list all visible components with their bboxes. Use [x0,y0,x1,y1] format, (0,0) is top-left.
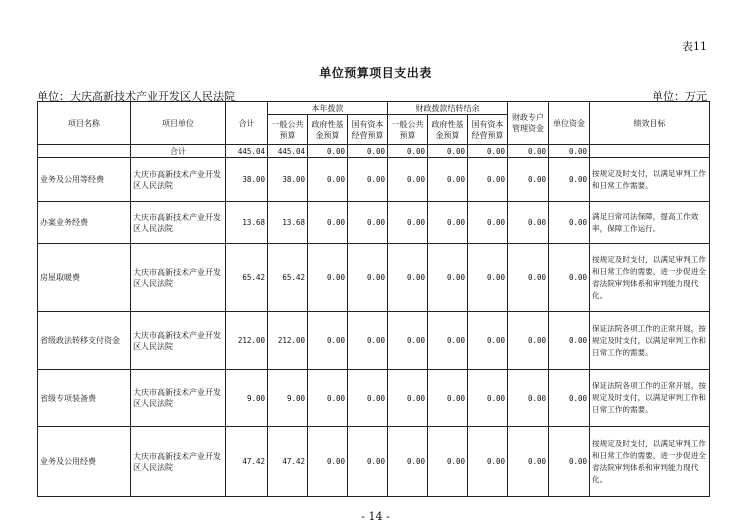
cell-gov-fund: 0.00 [308,158,348,202]
cell-carry-general: 0.00 [388,145,428,158]
cell-total: 445.04 [226,145,268,158]
cell-project-unit: 大庆市高新技术产业开发区人民法院 [131,244,226,312]
cell-state-capital: 0.00 [348,312,388,370]
cell-project-name: 业务及公用经费 [38,427,131,497]
cell-project-name: 省级专项装备费 [38,370,131,427]
cell-project-unit: 大庆市高新技术产业开发区人民法院 [131,312,226,370]
header-performance: 绩效目标 [590,102,710,145]
table-number: 表11 [682,40,707,53]
cell-special: 0.00 [508,244,549,312]
cell-project-name: 房屋取暖费 [38,244,131,312]
cell-carry-general: 0.00 [388,202,428,244]
cell-project-unit: 大庆市高新技术产业开发区人民法院 [131,158,226,202]
cell-total: 38.00 [226,158,268,202]
header-total: 合计 [226,102,268,145]
cell-total: 13.68 [226,202,268,244]
cell-carry-state-capital: 0.00 [468,145,508,158]
header-project-name: 项目名称 [38,102,131,145]
cell-special: 0.00 [508,427,549,497]
cell-performance: 保证法院各项工作的正常开展，按规定及时支付，以满足审判工作和日常工作的需要。 [590,370,710,427]
cell-carry-general: 0.00 [388,158,428,202]
header-unit-funds: 单位资金 [549,102,590,145]
cell-gov-fund: 0.00 [308,145,348,158]
cell-special: 0.00 [508,370,549,427]
cell-total: 9.00 [226,370,268,427]
cell-total: 47.42 [226,427,268,497]
cell-carry-general: 0.00 [388,312,428,370]
header-project-unit: 项目单位 [131,102,226,145]
cell-carry-state-capital: 0.00 [468,427,508,497]
table-row [38,370,710,427]
cell-carry-general: 0.00 [388,244,428,312]
cell-special: 0.00 [508,202,549,244]
cell-performance [590,145,710,158]
page-number: - 14 - [361,510,390,523]
header-carry-state-capital: 国有资本经营预算 [468,115,508,145]
cell-carry-gov-fund: 0.00 [428,370,468,427]
cell-unit-funds: 0.00 [549,244,590,312]
cell-general: 47.42 [268,427,308,497]
cell-carry-state-capital: 0.00 [468,312,508,370]
cell-carry-state-capital: 0.00 [468,370,508,427]
cell-carry-gov-fund: 0.00 [428,427,468,497]
cell-state-capital: 0.00 [348,145,388,158]
header-gov-fund: 政府性基金预算 [308,115,348,145]
cell-carry-gov-fund: 0.00 [428,202,468,244]
budget-table [37,101,710,497]
cell-unit-funds: 0.00 [549,427,590,497]
cell-carry-state-capital: 0.00 [468,202,508,244]
cell-special: 0.00 [508,312,549,370]
cell-total: 212.00 [226,312,268,370]
total-row-label: 合计 [131,145,226,158]
page-title: 单位预算项目支出表 [319,66,432,80]
cell-state-capital: 0.00 [348,370,388,427]
cell-unit-funds: 0.00 [549,145,590,158]
cell-project-unit: 大庆市高新技术产业开发区人民法院 [131,202,226,244]
cell-carry-gov-fund: 0.00 [428,158,468,202]
cell-carry-state-capital: 0.00 [468,244,508,312]
cell-performance: 按规定及时支付，以满足审判工作和日常工作的需要，进一步促进全省法院审判体系和审判能力现代化。 [590,427,710,497]
cell-project-name: 业务及公用等经费 [38,158,131,202]
unit-label: 单位：大庆高新技术产业开发区人民法院 [37,90,235,103]
cell-performance: 保证法院各项工作的正常开展，按规定及时支付，以满足审判工作和日常工作的需要。 [590,312,710,370]
cell-state-capital: 0.00 [348,158,388,202]
header-carry-gov-fund: 政府性基金预算 [428,115,468,145]
cell-general: 38.00 [268,158,308,202]
cell-special: 0.00 [508,158,549,202]
cell-project-unit: 大庆市高新技术产业开发区人民法院 [131,427,226,497]
cell-project-unit: 大庆市高新技术产业开发区人民法院 [131,370,226,427]
cell-general: 212.00 [268,312,308,370]
cell-general: 445.04 [268,145,308,158]
cell-carry-gov-fund: 0.00 [428,145,468,158]
cell-general: 9.00 [268,370,308,427]
cell-performance: 满足日常司法保障，提高工作效率，保障工作运行。 [590,202,710,244]
table-row [38,158,710,202]
cell-gov-fund: 0.00 [308,202,348,244]
cell-performance: 按规定及时支付，以满足审判工作和日常工作的需要，进一步促进全省法院审判体系和审判能力现代化。 [590,244,710,312]
cell-unit-funds: 0.00 [549,158,590,202]
table-row [38,244,710,312]
cell-state-capital: 0.00 [348,244,388,312]
cell-total: 65.42 [226,244,268,312]
cell-state-capital: 0.00 [348,427,388,497]
cell-gov-fund: 0.00 [308,312,348,370]
header-special-mgmt: 财政专户管理资金 [508,102,549,145]
currency-label: 单位：万元 [652,90,707,103]
cell-carry-state-capital: 0.00 [468,158,508,202]
cell-unit-funds: 0.00 [549,202,590,244]
header-state-capital: 国有资本经营预算 [348,115,388,145]
cell-carry-gov-fund: 0.00 [428,312,468,370]
table-row [38,202,710,244]
cell-project-name: 办案业务经费 [38,202,131,244]
total-row [38,145,710,158]
cell-general: 65.42 [268,244,308,312]
total-row-blank [38,145,131,158]
cell-carry-general: 0.00 [388,427,428,497]
header-carryover: 财政拨款结转结余 [388,102,508,115]
cell-unit-funds: 0.00 [549,370,590,427]
header-general-public: 一般公共预算 [268,115,308,145]
cell-gov-fund: 0.00 [308,244,348,312]
cell-performance: 按规定及时支付，以满足审判工作和日常工作需要。 [590,158,710,202]
table-row [38,427,710,497]
cell-carry-gov-fund: 0.00 [428,244,468,312]
table-row [38,312,710,370]
cell-gov-fund: 0.00 [308,370,348,427]
header-carry-general-public: 一般公共预算 [388,115,428,145]
cell-gov-fund: 0.00 [308,427,348,497]
cell-special: 0.00 [508,145,549,158]
cell-general: 13.68 [268,202,308,244]
header-current-year: 本年拨款 [268,102,388,115]
cell-carry-general: 0.00 [388,370,428,427]
cell-state-capital: 0.00 [348,202,388,244]
cell-unit-funds: 0.00 [549,312,590,370]
cell-project-name: 省级政法转移支付资金 [38,312,131,370]
